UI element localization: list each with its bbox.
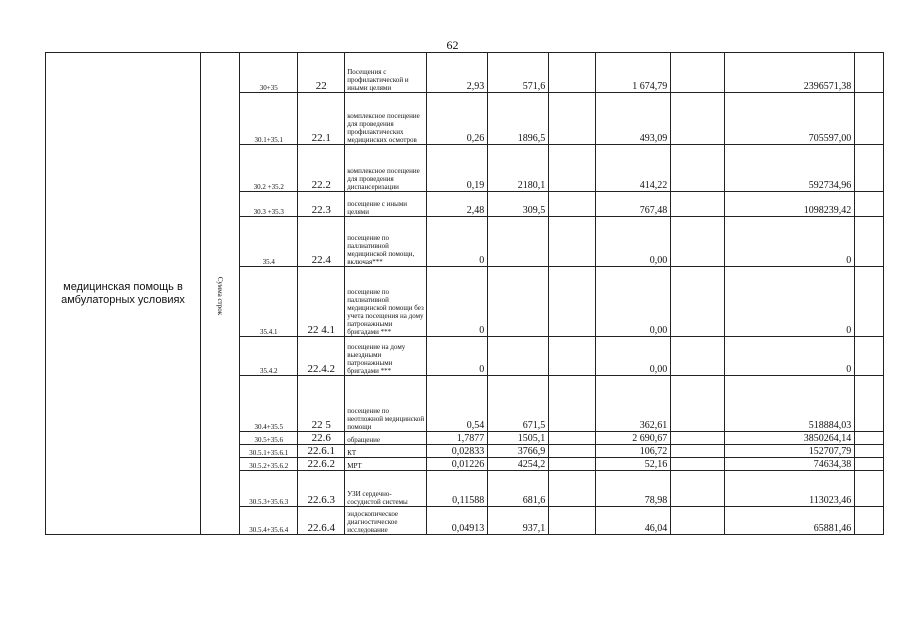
table-row	[46, 53, 884, 93]
empty-cell	[549, 458, 596, 471]
empty-cell	[671, 376, 725, 432]
empty-cell	[549, 93, 596, 145]
value-2-cell: 4254,2	[488, 458, 549, 471]
empty-cell	[855, 217, 884, 267]
value-4-cell: 3850264,14	[725, 432, 855, 445]
row-number-cell: 22.6.4	[298, 507, 345, 535]
empty-cell	[855, 507, 884, 535]
empty-cell	[855, 53, 884, 93]
value-4-cell: 0	[725, 267, 855, 337]
row-number-cell: 22.4	[298, 217, 345, 267]
value-2-cell	[488, 267, 549, 337]
code-cell: 30+35	[240, 53, 298, 93]
name-cell: комплексное посещение для проведения профилактических медицинских осмотров	[345, 93, 427, 145]
empty-cell	[855, 376, 884, 432]
value-1-cell: 0,04913	[427, 507, 488, 535]
empty-cell	[855, 445, 884, 458]
value-1-cell: 0,11588	[427, 471, 488, 507]
value-3-cell: 767,48	[596, 192, 671, 217]
code-cell: 30.3 +35.3	[240, 192, 298, 217]
value-1-cell: 0,01226	[427, 458, 488, 471]
empty-cell	[549, 376, 596, 432]
value-1-cell: 2,48	[427, 192, 488, 217]
code-cell: 30.5.2+35.6.2	[240, 458, 298, 471]
name-cell: посещение по неотложной медицинской помощи	[345, 376, 427, 432]
empty-cell	[671, 192, 725, 217]
name-cell: Посещения с профилактической и иными целями	[345, 53, 427, 93]
value-2-cell: 309,5	[488, 192, 549, 217]
value-4-cell: 0	[725, 337, 855, 376]
value-1-cell: 0,54	[427, 376, 488, 432]
name-cell: посещение по паллиативной медицинской помощи без учета посещения на дому патронажными бригадами ***	[345, 267, 427, 337]
code-cell: 30.5.1+35.6.1	[240, 445, 298, 458]
empty-cell	[855, 471, 884, 507]
row-number-cell: 22.6.1	[298, 445, 345, 458]
empty-cell	[671, 53, 725, 93]
value-4-cell: 65881,46	[725, 507, 855, 535]
page-number: 62	[446, 38, 459, 52]
empty-cell	[855, 192, 884, 217]
value-2-cell: 681,6	[488, 471, 549, 507]
empty-cell	[549, 53, 596, 93]
row-number-cell: 22.6	[298, 432, 345, 445]
value-4-cell: 592734,96	[725, 145, 855, 192]
row-number-cell: 22 4.1	[298, 267, 345, 337]
value-4-cell: 518884,03	[725, 376, 855, 432]
code-cell: 35.4.2	[240, 337, 298, 376]
value-2-cell: 1896,5	[488, 93, 549, 145]
empty-cell	[671, 458, 725, 471]
name-cell: КТ	[345, 445, 427, 458]
value-4-cell: 0	[725, 217, 855, 267]
value-4-cell: 74634,38	[725, 458, 855, 471]
value-3-cell: 0,00	[596, 267, 671, 337]
empty-cell	[549, 192, 596, 217]
row-number-cell: 22.6.3	[298, 471, 345, 507]
row-number-cell: 22.3	[298, 192, 345, 217]
empty-cell	[549, 432, 596, 445]
value-3-cell: 46,04	[596, 507, 671, 535]
empty-cell	[671, 337, 725, 376]
value-1-cell: 2,93	[427, 53, 488, 93]
empty-cell	[549, 337, 596, 376]
value-1-cell: 1,7877	[427, 432, 488, 445]
value-3-cell: 362,61	[596, 376, 671, 432]
care-type-label: медицинская помощь в амбулаторных условиях	[61, 280, 185, 306]
code-cell: 35.4	[240, 217, 298, 267]
value-2-cell: 937,1	[488, 507, 549, 535]
value-3-cell: 106,72	[596, 445, 671, 458]
empty-cell	[855, 267, 884, 337]
value-4-cell: 1098239,42	[725, 192, 855, 217]
empty-cell	[671, 217, 725, 267]
value-2-cell: 3766,9	[488, 445, 549, 458]
value-3-cell: 414,22	[596, 145, 671, 192]
name-cell: МРТ	[345, 458, 427, 471]
name-cell: комплексное посещение для проведения диспансеризации	[345, 145, 427, 192]
row-number-cell: 22.2	[298, 145, 345, 192]
empty-cell	[671, 267, 725, 337]
value-2-cell	[488, 217, 549, 267]
value-4-cell: 152707,79	[725, 445, 855, 458]
empty-cell	[671, 432, 725, 445]
value-2-cell: 571,6	[488, 53, 549, 93]
value-2-cell	[488, 337, 549, 376]
name-cell: обращение	[345, 432, 427, 445]
value-3-cell: 1 674,79	[596, 53, 671, 93]
value-3-cell: 78,98	[596, 471, 671, 507]
name-cell: посещение по паллиативной медицинской помощи, включая***	[345, 217, 427, 267]
empty-cell	[671, 145, 725, 192]
value-4-cell: 2396571,38	[725, 53, 855, 93]
value-2-cell: 2180,1	[488, 145, 549, 192]
empty-cell	[549, 445, 596, 458]
value-4-cell: 113023,46	[725, 471, 855, 507]
empty-cell	[855, 337, 884, 376]
empty-cell	[549, 145, 596, 192]
value-1-cell: 0	[427, 217, 488, 267]
row-number-cell: 22.4.2	[298, 337, 345, 376]
value-2-cell: 671,5	[488, 376, 549, 432]
row-number-cell: 22 5	[298, 376, 345, 432]
name-cell: эндоскопическое диагностическое исследование	[345, 507, 427, 535]
group-cell	[201, 53, 240, 535]
group-label: Сумма строк	[216, 276, 225, 315]
code-cell: 30.1+35.1	[240, 93, 298, 145]
value-1-cell: 0,02833	[427, 445, 488, 458]
code-cell: 30.2 +35.2	[240, 145, 298, 192]
value-4-cell: 705597,00	[725, 93, 855, 145]
value-2-cell: 1505,1	[488, 432, 549, 445]
care-type-cell	[46, 53, 201, 535]
empty-cell	[671, 471, 725, 507]
empty-cell	[855, 432, 884, 445]
row-number-cell: 22.1	[298, 93, 345, 145]
data-table	[45, 52, 884, 535]
value-1-cell: 0	[427, 337, 488, 376]
name-cell: посещение на дому выездными патронажными бригадами ***	[345, 337, 427, 376]
row-number-cell: 22.6.2	[298, 458, 345, 471]
code-cell: 30.5.3+35.6.3	[240, 471, 298, 507]
value-1-cell: 0,26	[427, 93, 488, 145]
code-cell: 30.5.4+35.6.4	[240, 507, 298, 535]
row-number-cell: 22	[298, 53, 345, 93]
value-3-cell: 0,00	[596, 337, 671, 376]
value-1-cell: 0	[427, 267, 488, 337]
code-cell: 35.4.1	[240, 267, 298, 337]
empty-cell	[855, 145, 884, 192]
empty-cell	[855, 458, 884, 471]
empty-cell	[855, 93, 884, 145]
value-1-cell: 0,19	[427, 145, 488, 192]
name-cell: посещение с иными целями	[345, 192, 427, 217]
code-cell: 30.5+35.6	[240, 432, 298, 445]
empty-cell	[549, 507, 596, 535]
empty-cell	[671, 507, 725, 535]
empty-cell	[671, 93, 725, 145]
value-3-cell: 0,00	[596, 217, 671, 267]
code-cell: 30.4+35.5	[240, 376, 298, 432]
name-cell: УЗИ сердечно-сосудистой системы	[345, 471, 427, 507]
value-3-cell: 52,16	[596, 458, 671, 471]
empty-cell	[549, 267, 596, 337]
empty-cell	[549, 217, 596, 267]
value-3-cell: 2 690,67	[596, 432, 671, 445]
empty-cell	[549, 471, 596, 507]
value-3-cell: 493,09	[596, 93, 671, 145]
empty-cell	[671, 445, 725, 458]
